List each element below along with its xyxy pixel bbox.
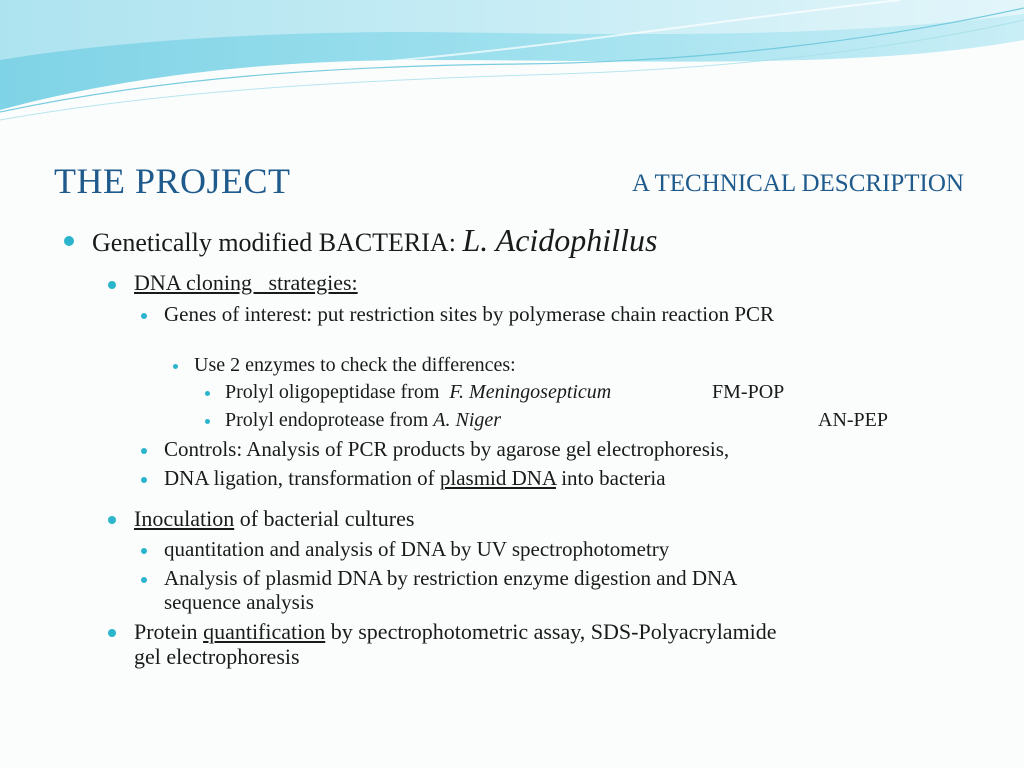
slide-title: THE PROJECT — [54, 161, 291, 201]
bullet-plasmid-analysis-line2: sequence analysis — [164, 590, 314, 614]
slide-subtitle: A TECHNICAL DESCRIPTION — [632, 170, 964, 197]
bullet-icon — [108, 629, 116, 637]
fm-pop-species: F. Meningosepticum — [449, 381, 612, 403]
bacteria-species: L. Acidophillus — [462, 222, 658, 258]
bullet-protein-quantification — [134, 619, 777, 645]
bullet-icon — [205, 391, 210, 396]
bullet-icon — [141, 477, 147, 483]
plasmid-dna-term: plasmid DNA — [439, 466, 556, 490]
bullet-genes-of-interest: Genes of interest: put restriction sites by polymerase chain reaction PCR — [164, 302, 775, 326]
bacteria-label: Genetically modified BACTERIA: — [92, 228, 463, 257]
bullet-bacteria — [92, 222, 657, 259]
bullet-dna-cloning: DNA cloning strategies: — [134, 270, 358, 295]
bullet-quantitation: quantitation and analysis of DNA by UV spectrophotometry — [164, 537, 670, 561]
bullet-icon — [141, 577, 147, 583]
bullet-icon — [141, 548, 147, 554]
bullet-plasmid-analysis-line1: Analysis of plasmid DNA by restriction enzyme digestion and DNA — [164, 566, 738, 590]
bullet-an-pep — [225, 409, 501, 432]
bullet-dna-ligation — [164, 466, 666, 491]
inoculation-term: Inoculation — [134, 506, 235, 531]
protein-prefix: Protein — [134, 619, 204, 644]
an-pep-code: AN-PEP — [818, 409, 889, 431]
bullet-icon — [64, 236, 74, 246]
ligation-text: DNA ligation, transformation of — [164, 466, 440, 490]
inoculation-suffix: of bacterial cultures — [234, 506, 415, 531]
protein-suffix: by spectrophotometric assay, SDS-Polyacrylamide — [325, 619, 777, 644]
bullet-two-enzymes: Use 2 enzymes to check the differences: — [194, 354, 516, 376]
bullet-icon — [205, 419, 210, 424]
fm-pop-code: FM-POP — [712, 381, 785, 403]
bullet-inoculation — [134, 506, 414, 532]
bullet-icon — [141, 448, 147, 454]
bullet-icon — [108, 281, 116, 289]
bullet-fm-pop — [225, 381, 611, 404]
bullet-icon — [141, 313, 147, 319]
fm-pop-label: Prolyl oligopeptidase from — [225, 381, 450, 403]
quantification-term: quantification — [203, 619, 326, 644]
bullet-icon — [108, 516, 116, 524]
bullet-protein-line2: gel electrophoresis — [134, 644, 300, 669]
bullet-controls: Controls: Analysis of PCR products by agarose gel electrophoresis, — [164, 437, 730, 461]
bullet-icon — [173, 364, 178, 369]
ligation-suffix: into bacteria — [555, 466, 666, 490]
an-pep-label: Prolyl endoprotease from — [225, 409, 434, 431]
an-pep-species: A. Niger — [433, 409, 502, 431]
